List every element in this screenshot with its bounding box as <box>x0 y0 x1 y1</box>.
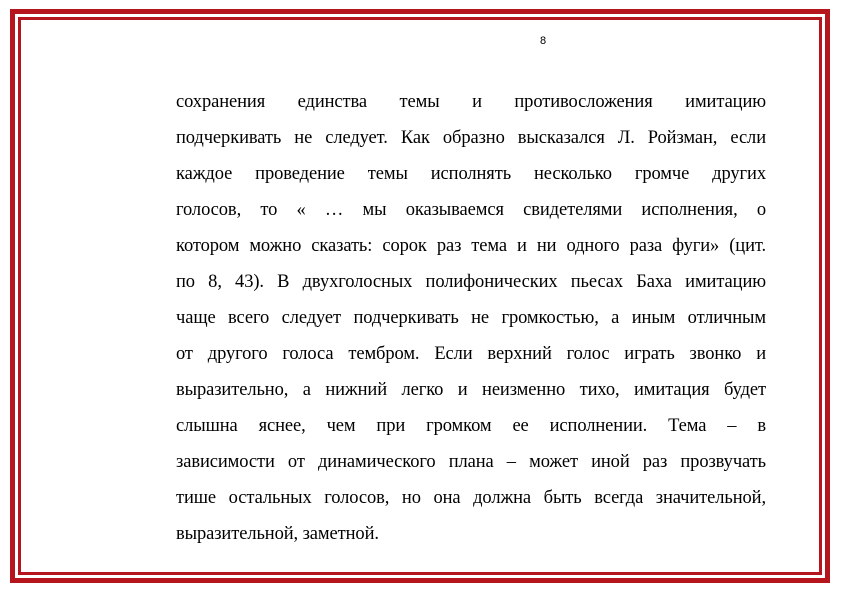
text-line: от другого голоса тембром. Если верхний голос играть звонко и <box>176 344 766 364</box>
text-line: чаще всего следует подчеркивать не громкостью, а иным отличным <box>176 308 766 328</box>
text-line: зависимости от динамического плана – может иной раз прозвучать <box>176 452 766 472</box>
page-number: 8 <box>539 35 547 47</box>
text-line: котором можно сказать: сорок раз тема и ни одного раза фуги» (цит. <box>176 236 766 256</box>
text-line: слышна яснее, чем при громком ее исполнении. Тема – в <box>176 416 766 436</box>
body-paragraph <box>176 84 766 552</box>
text-line: голосов, то « … мы оказываемся свидетелями исполнения, о <box>176 200 766 220</box>
text-line: тише остальных голосов, но она должна быть всегда значительной, <box>176 488 766 508</box>
text-line: выразительно, а нижний легко и неизменно тихо, имитация будет <box>176 380 766 400</box>
text-line: сохранения единства темы и противосложения имитацию <box>176 92 766 112</box>
text-line: подчеркивать не следует. Как образно высказался Л. Ройзман, если <box>176 128 766 148</box>
text-line: по 8, 43). В двухголосных полифонических пьесах Баха имитацию <box>176 272 766 292</box>
text-line: выразительной, заметной. <box>176 524 379 544</box>
text-line: каждое проведение темы исполнять несколько громче других <box>176 164 766 184</box>
